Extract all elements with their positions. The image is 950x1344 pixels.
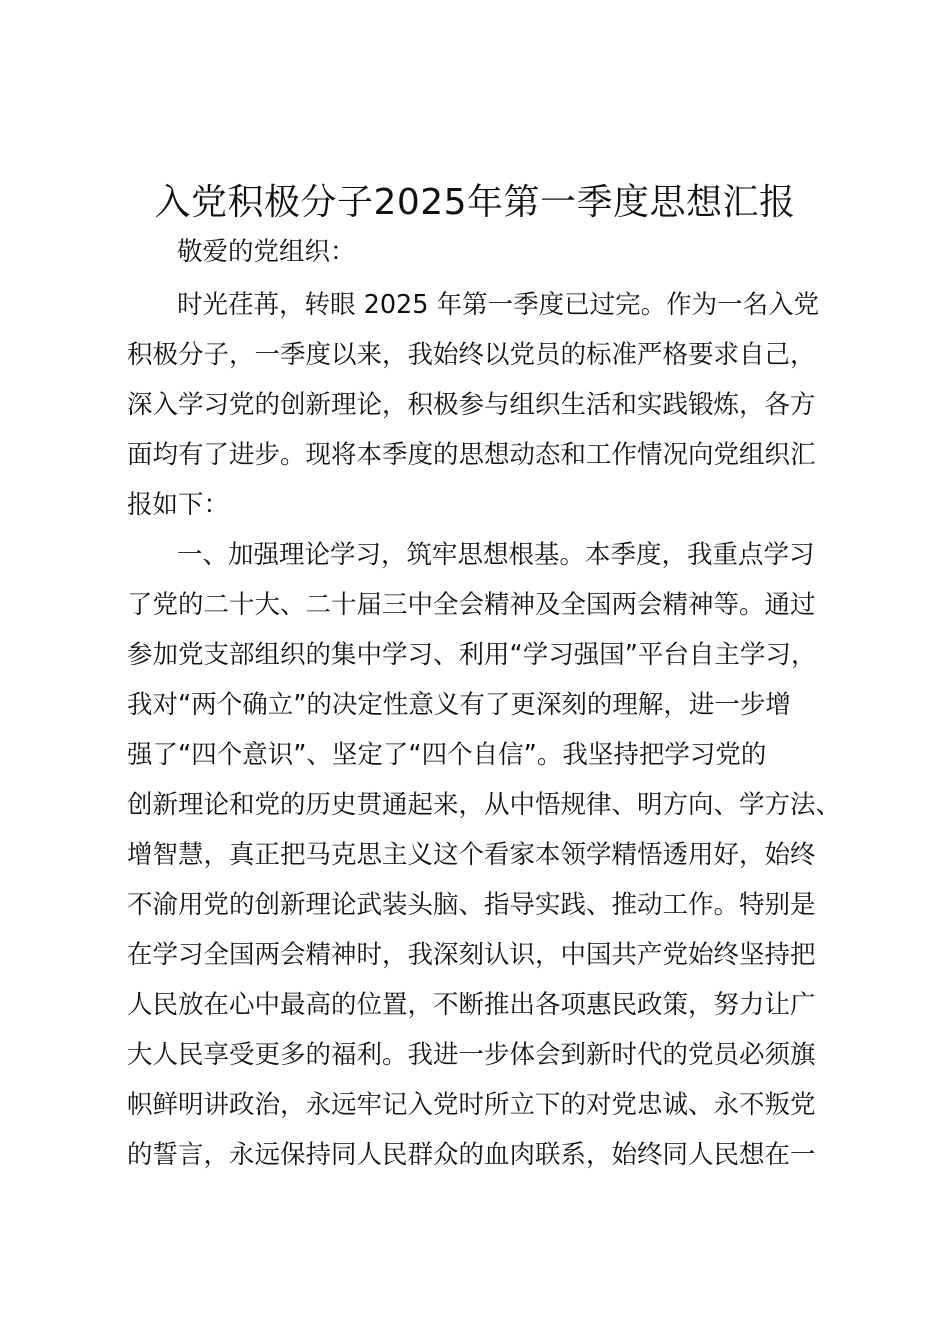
paragraph-line: 强了“四个意识”、坚定了“四个自信”。我坚持把学习党的 xyxy=(127,740,767,770)
paragraph-line: 积极分子，一季度以来，我始终以党员的标准严格要求自己， xyxy=(127,340,816,370)
paragraph-line: 大人民享受更多的福利。我进一步体会到新时代的党员必须旗 xyxy=(127,1040,816,1070)
paragraph-line: 了党的二十大、二十届三中全会精神及全国两会精神等。通过 xyxy=(127,590,816,620)
paragraph-line: 深入学习党的创新理论，积极参与组织生活和实践锻炼，各方 xyxy=(127,390,816,420)
paragraph-line: 报如下： xyxy=(127,490,230,520)
paragraph-line: 参加党支部组织的集中学习、利用“学习强国”平台自主学习， xyxy=(127,640,817,670)
paragraph-line: 在学习全国两会精神时，我深刻认识，中国共产党始终坚持把 xyxy=(127,940,816,970)
paragraph-line: 时光荏苒，转眼 2025 年第一季度已过完。作为一名入党 xyxy=(177,290,820,320)
paragraph-line: 创新理论和党的历史贯通起来，从中悟规律、明方向、学方法、 xyxy=(127,790,842,820)
paragraph-line: 人民放在心中最高的位置，不断推出各项惠民政策，努力让广 xyxy=(127,990,816,1020)
salutation: 敬爱的党组织： xyxy=(177,237,356,267)
paragraph-line: 一、加强理论学习，筑牢思想根基。本季度，我重点学习 xyxy=(177,540,815,570)
document-title: 入党积极分子2025年第一季度思想汇报 xyxy=(154,182,796,223)
paragraph-line: 的誓言，永远保持同人民群众的血肉联系，始终同人民想在一 xyxy=(127,1140,816,1170)
paragraph-line: 增智慧，真正把马克思主义这个看家本领学精悟透用好，始终 xyxy=(127,840,816,870)
paragraph-line: 帜鲜明讲政治，永远牢记入党时所立下的对党忠诚、永不叛党 xyxy=(127,1090,816,1120)
paragraph-line: 我对“两个确立”的决定性意义有了更深刻的理解，进一步增 xyxy=(127,690,791,720)
paragraph-line: 不渝用党的创新理论武装头脑、指导实践、推动工作。特别是 xyxy=(127,890,816,920)
paragraph-line: 面均有了进步。现将本季度的思想动态和工作情况向党组织汇 xyxy=(127,440,816,470)
